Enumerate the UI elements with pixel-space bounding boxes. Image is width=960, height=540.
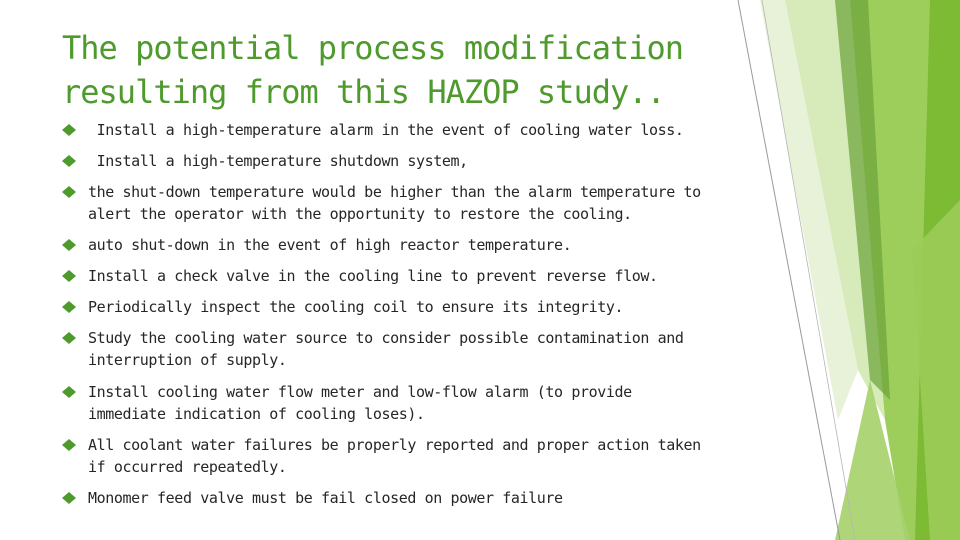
diamond-bullet-icon (62, 386, 76, 398)
diamond-bullet-icon (62, 332, 76, 344)
bullet-text: the shut-down temperature would be higher than the alarm temperature to alert the operator with the opportunity to restore the cooling. (88, 183, 701, 223)
diamond-bullet-icon (62, 186, 76, 198)
diamond-bullet-icon (62, 155, 76, 167)
slide-title (62, 26, 702, 114)
diamond-bullet-icon (62, 439, 76, 451)
diamond-bullet-icon (62, 492, 76, 504)
diamond-bullet-icon (62, 124, 76, 136)
bullet-text: Periodically inspect the cooling coil to ensure its integrity. (88, 298, 624, 316)
bullet-text: Install a check valve in the cooling line to prevent reverse flow. (88, 267, 658, 285)
diamond-bullet-icon (62, 301, 76, 313)
title-line-2: resulting from this HAZOP study.. (62, 73, 665, 111)
title-line-1: The potential process modification (62, 29, 684, 67)
bullet-text: All coolant water failures be properly reported and proper action taken if occurred repeatedly. (88, 436, 701, 476)
diamond-bullet-icon (62, 239, 76, 251)
bullet-text: Study the cooling water source to consider possible contamination and interruption of supply. (88, 329, 684, 369)
bullet-text: Install a high-temperature alarm in the event of cooling water loss. (88, 121, 684, 139)
bullet-text: auto shut-down in the event of high reactor temperature. (88, 236, 572, 254)
diamond-bullet-icon (62, 270, 76, 282)
bullet-text: Monomer feed valve must be fail closed on power failure (88, 489, 563, 507)
bullet-text: Install a high-temperature shutdown system, (88, 152, 468, 170)
bullet-text: Install cooling water flow meter and low-flow alarm (to provide immediate indication of cooling loses). (88, 383, 632, 423)
